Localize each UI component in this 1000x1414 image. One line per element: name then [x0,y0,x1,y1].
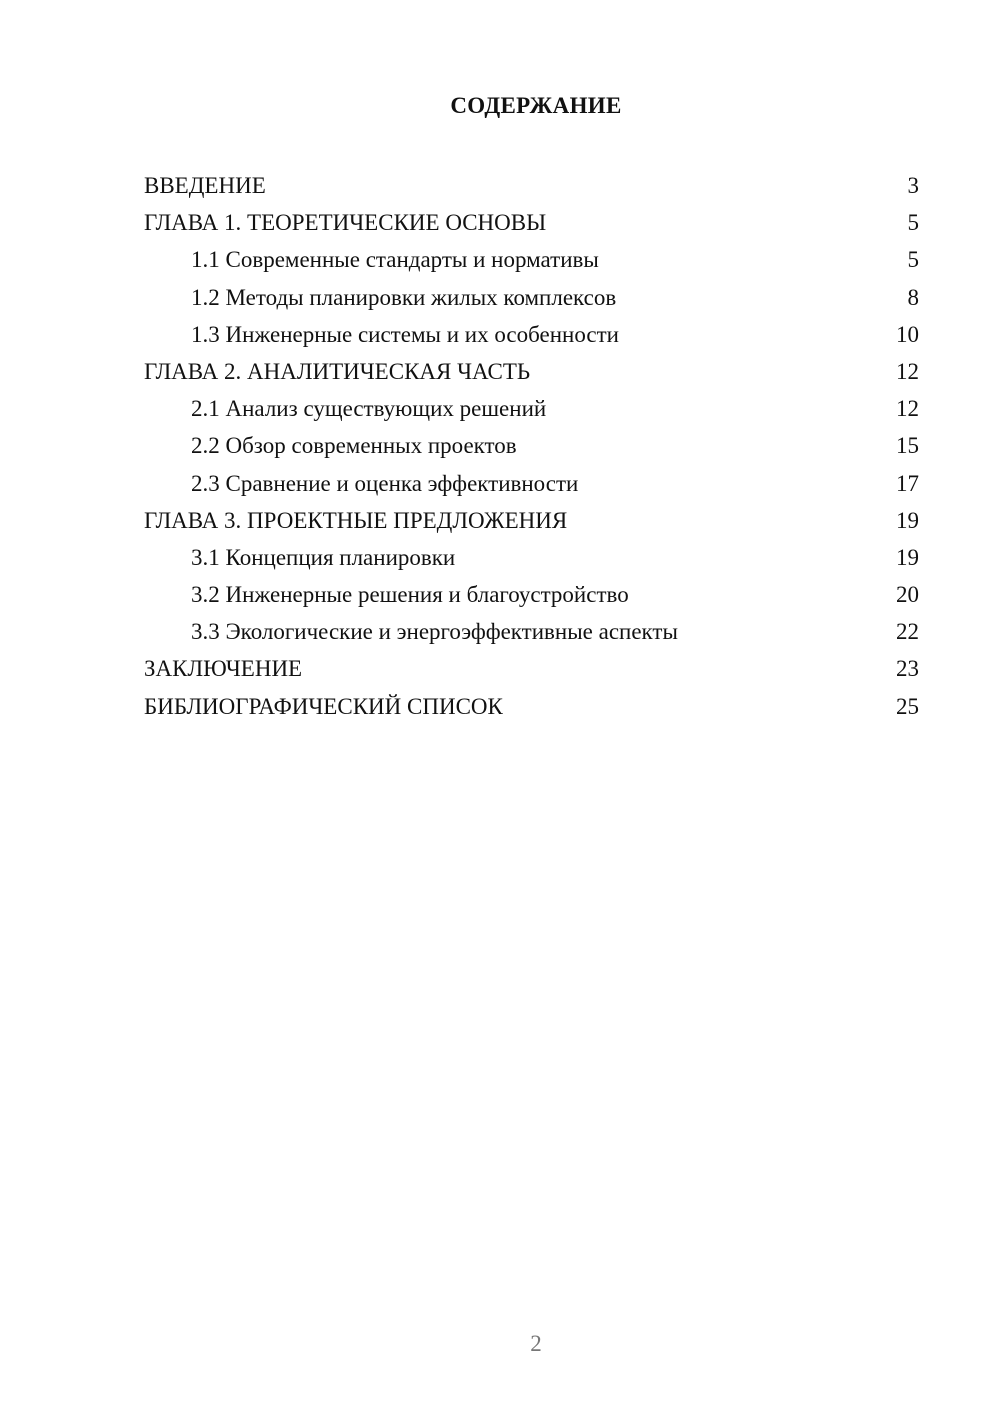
toc-item-introduction[interactable] [144,167,919,204]
toc-item-page: 3 [907,173,919,198]
toc-item-label: ГЛАВА 1. ТЕОРЕТИЧЕСКИЕ ОСНОВЫ [144,210,547,236]
toc-item-label: ЗАКЛЮЧЕНИЕ [144,656,303,682]
toc-item-section-3-2[interactable] [144,576,919,613]
toc-item-label: 2.3 Сравнение и оценка эффективности [191,470,579,496]
toc-item-chapter-2[interactable] [144,353,919,390]
toc-item-page: 8 [907,284,919,310]
toc-item-label: 2.1 Анализ существующих решений [191,396,547,422]
toc-item-label: 3.3 Экологические и энергоэффективные аспекты [191,619,678,645]
toc-item-label: 1.2 Методы планировки жилых комплексов [191,284,617,310]
toc-item-page: 17 [896,470,919,496]
toc-item-label: ГЛАВА 2. АНАЛИТИЧЕСКАЯ ЧАСТЬ [144,358,531,384]
toc-item-label: ГЛАВА 3. ПРОЕКТНЫЕ ПРЕДЛОЖЕНИЯ [144,507,568,533]
toc-item-page: 20 [896,582,919,608]
toc-item-page: 5 [907,247,919,273]
toc-item-section-3-3[interactable] [144,613,919,650]
page-title: СОДЕРЖАНИЕ [450,93,622,118]
toc-item-section-1-2[interactable] [144,279,919,316]
toc-item-bibliography[interactable] [144,688,919,725]
toc-item-page: 19 [896,544,919,570]
table-of-contents [144,167,919,725]
toc-item-label: 2.2 Обзор современных проектов [191,433,517,459]
toc-item-label: 3.2 Инженерные решения и благоустройство [191,582,629,608]
toc-item-page: 23 [896,656,919,682]
toc-item-page: 12 [896,358,919,384]
toc-item-chapter-3[interactable] [144,502,919,539]
toc-item-section-1-1[interactable] [144,241,919,278]
toc-item-label: 3.1 Концепция планировки [191,544,456,570]
toc-item-conclusion[interactable] [144,650,919,687]
toc-item-page: 19 [896,507,919,533]
toc-item-label: БИБЛИОГРАФИЧЕСКИЙ СПИСОК [144,693,503,719]
toc-item-page: 25 [896,693,919,719]
toc-item-page: 10 [896,321,919,347]
toc-item-label: ВВЕДЕНИЕ [144,173,266,198]
toc-item-label: 1.3 Инженерные системы и их особенности [191,321,619,347]
toc-item-label: 1.1 Современные стандарты и нормативы [191,247,599,273]
toc-item-section-1-3[interactable] [144,316,919,353]
toc-item-section-2-1[interactable] [144,390,919,427]
toc-item-page: 5 [907,210,919,236]
toc-item-page: 12 [896,396,919,422]
toc-item-chapter-1[interactable] [144,204,919,241]
toc-item-section-3-1[interactable] [144,539,919,576]
toc-item-page: 15 [896,433,919,459]
toc-item-section-2-2[interactable] [144,427,919,464]
page-number: 2 [530,1331,542,1356]
toc-item-section-2-3[interactable] [144,465,919,502]
toc-item-page: 22 [896,619,919,645]
